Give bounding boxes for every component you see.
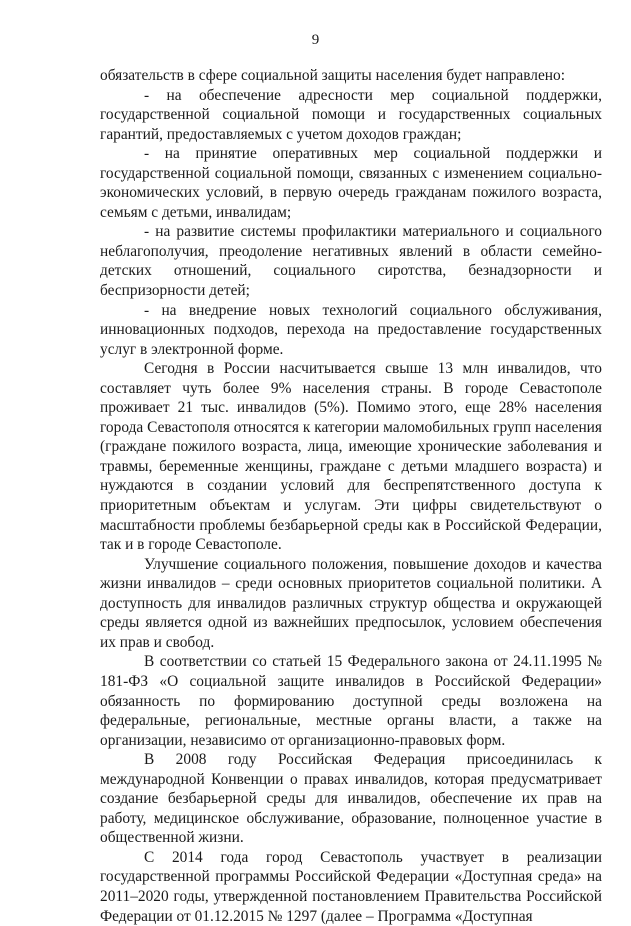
paragraph-federal-law: В соответствии со статьей 15 Федерального закона от 24.11.1995 № 181-ФЗ «О социальной защите инвалидов в Российской Федерации» обязанность по формированию доступной среды возложена на федеральные, региональные, местные органы власти, а также на организации, независимо от организационно-правовых форм. [100,653,602,749]
list-item-operational-measures: - на принятие оперативных мер социальной поддержки и государственной социальной помощи, связанных с изменением социально-экономических условий, в первую очередь гражданам пожилого возраста, семьям с детьми, инвалидам; [100,145,602,221]
paragraph-social-improvement: Улучшение социального положения, повышение доходов и качества жизни инвалидов – среди основных приоритетов социальной политики. А доступность для инвалидов различных структур общества и окружающей среды является одной из важнейших предпосылок, условием обеспечения их прав и свобод. [100,555,602,651]
page-number: 9 [311,32,320,48]
list-item-prevention-system: - на развитие системы профилактики материального и социального неблагополучия, преодоление негативных явлений в области семейно-детских отношений, социального сиротства, безнадзорности и беспризорности детей; [100,223,602,300]
list-item-targeted-support: - на обеспечение адресности мер социальной поддержки, государственной социальной помощи и государственных социальных гарантий, предоставляемых с учетом доходов граждан; [100,86,602,143]
paragraph-continuation: обязательств в сфере социальной защиты населения будет направлено: [100,67,566,84]
list-item-new-technologies: - на внедрение новых технологий социального обслуживания, инновационных подходов, перехода на предоставление государственных услуг в электронной форме. [100,301,602,358]
paragraph-convention: В 2008 году Российская Федерация присоединилась к международной Конвенции о правах инвалидов, которая предусматривает создание безбарьерной среды для инвалидов, обеспечение их прав на работу, медицинское обслуживание, образование, полноценное участие в общественной жизни. [100,751,602,847]
paragraph-disability-statistics: Сегодня в России насчитывается свыше 13 млн инвалидов, что составляет чуть более 9% населения страны. В городе Севастополе проживает 21 тыс. инвалидов (5%). Помимо этого, еще 28% населения города Севастополя относятся к категории маломобильных групп населения (граждане пожилого возраста, лица, имеющие хронические заболевания и травмы, беременные женщины, граждане с детьми младшего возраста) и нуждаются в создании условий для беспрепятственного доступа к приоритетным объектам и услугам. Эти цифры свидетельствуют о масштабности проблемы безбарьерной среды как в Российской Федерации, так и в городе Севастополе. [100,360,602,554]
body-text [100,66,602,926]
paragraph-sevastopol-program: С 2014 года город Севастополь участвует в реализации государственной программы Российской Федерации «Доступная среда» на 2011–2020 годы, утвержденной постановлением Правительства Российской Федерации от 01.12.2015 № 1297 (далее – Программа «Доступная [100,848,602,925]
